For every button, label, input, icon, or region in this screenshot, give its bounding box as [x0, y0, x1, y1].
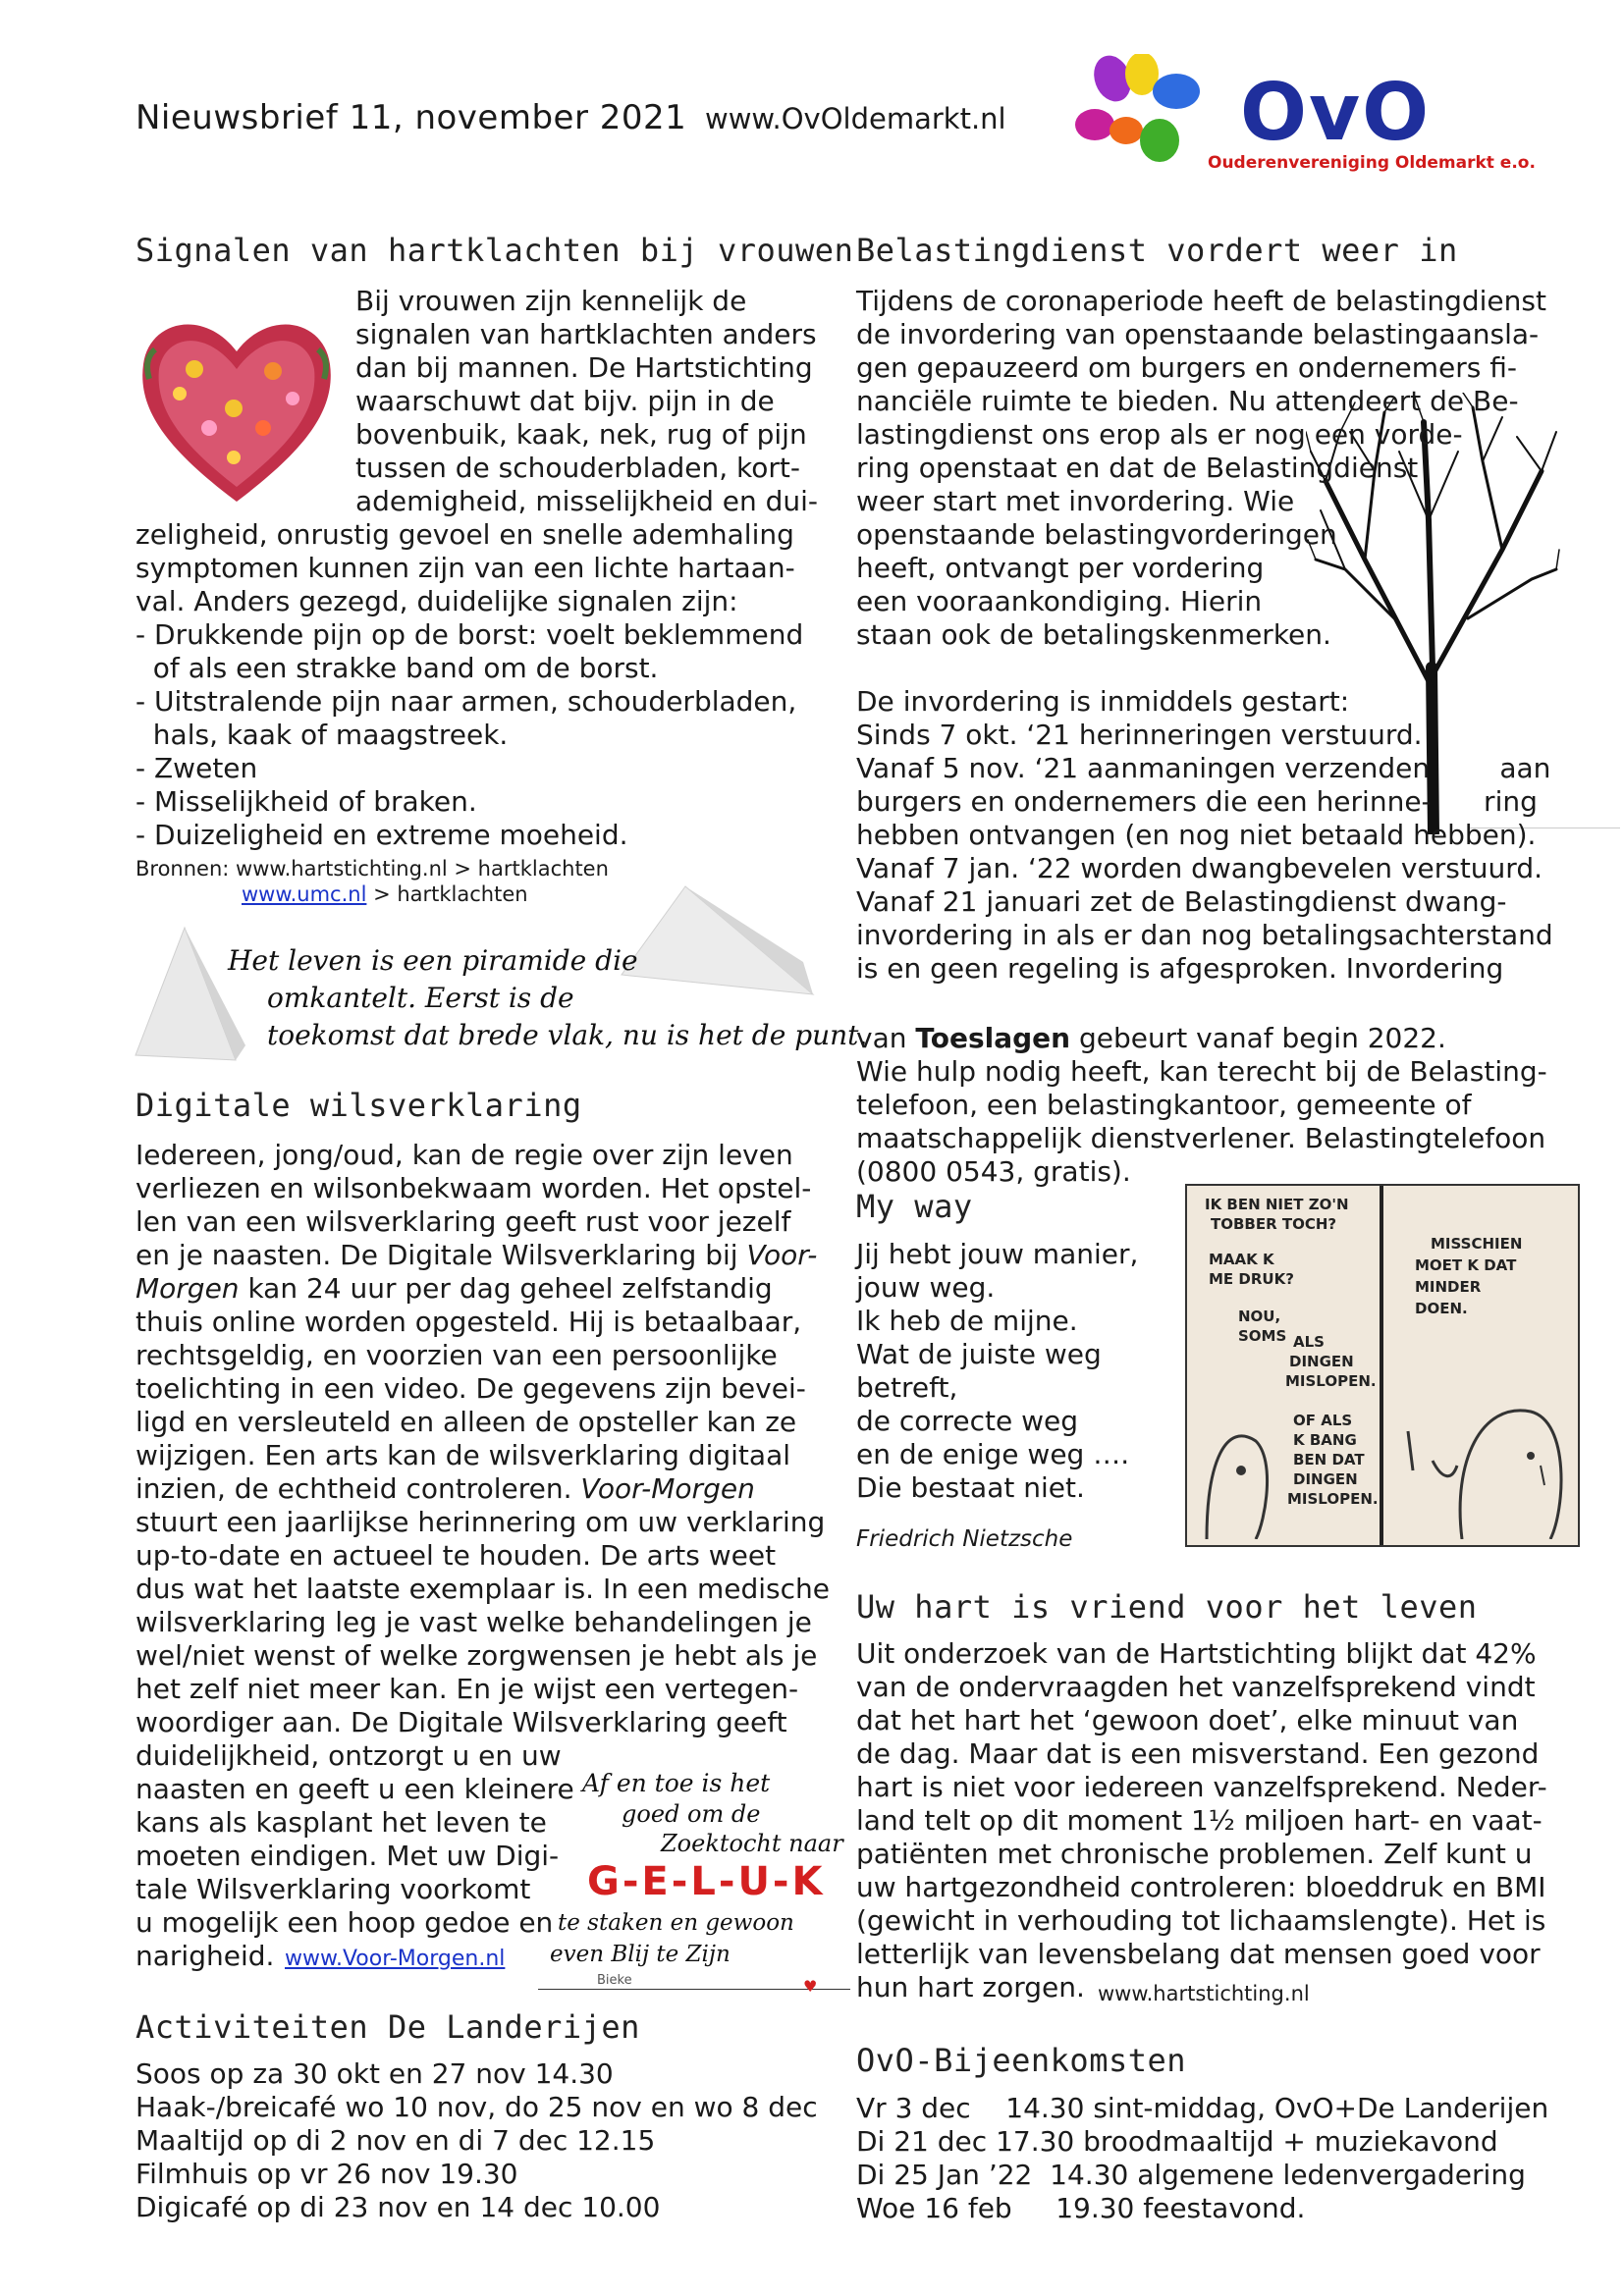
text-line: of als een strakke band om de borst.	[135, 652, 659, 684]
activity-item: Filmhuis op vr 26 nov 19.30	[135, 2158, 518, 2190]
cartoon-text: ME DRUK?	[1209, 1270, 1294, 1288]
poem-line: de correcte weg	[856, 1405, 1078, 1437]
text-line: nanciële ruimte te bieden. Nu attendeert de Be-	[856, 385, 1519, 417]
text-line: - Uitstralende pijn naar armen, schouderbladen,	[135, 685, 797, 718]
text-line: signalen van hartklachten anders	[355, 318, 817, 350]
website-url[interactable]: www.OvOldemarkt.nl	[705, 102, 1006, 135]
poem-author: Friedrich Nietzsche	[856, 1526, 1073, 1552]
text-line: val. Anders gezegd, duidelijke signalen zijn:	[135, 585, 738, 617]
text-line: wijzigen. Een arts kan de wilsverklaring digitaal	[135, 1439, 791, 1471]
text-line: hals, kaak of maagstreek.	[135, 719, 509, 751]
cartoon-text: DINGEN	[1293, 1470, 1358, 1488]
text-line: rechtsgeldig, en voorzien van een persoonlijke	[135, 1339, 778, 1371]
text-line: symptomen kunnen zijn van een lichte hartaan-	[135, 552, 795, 584]
cartoon-text: MISSCHIEN	[1431, 1235, 1523, 1253]
heading-belastingdienst: Belastingdienst vordert weer in	[856, 232, 1458, 269]
text-line: toelichting in een video. De gegevens zijn bevei-	[135, 1372, 806, 1405]
activity-item: Soos op za 30 okt en 27 nov 14.30	[135, 2057, 614, 2090]
text-line: weer start met invordering. Wie	[856, 485, 1295, 517]
logo-text: OvO	[1240, 67, 1432, 158]
source-hartstichting-2: www.hartstichting.nl	[1098, 1982, 1310, 2005]
text-line: Sinds 7 okt. ‘21 herinneringen verstuurd.	[856, 719, 1423, 751]
geluk-line: Af en toe is het	[582, 1769, 771, 1797]
cartoon-text: OF ALS	[1293, 1412, 1353, 1429]
source-umc	[242, 881, 528, 907]
cartoon-text: DINGEN	[1289, 1353, 1354, 1370]
text-line: maatschappelijk dienstverlener. Belastingtelefoon	[856, 1122, 1546, 1154]
text-line: land telt op dit moment 1½ miljoen hart- en vaat-	[856, 1804, 1543, 1837]
toeslagen-bold: Toeslagen	[915, 1022, 1071, 1054]
text-line: - Drukkende pijn op de borst: voelt beklemmend	[135, 618, 804, 651]
text-line: een vooraankondiging. Hierin	[856, 585, 1263, 617]
umc-link[interactable]: www.umc.nl	[242, 882, 367, 906]
activity-item: Maaltijd op di 2 nov en di 7 dec 12.15	[135, 2124, 656, 2157]
cartoon-text: K BANG	[1293, 1431, 1357, 1449]
heading-uw-hart: Uw hart is vriend voor het leven	[856, 1588, 1478, 1626]
meeting-item: Di 21 dec 17.30 broodmaaltijd + muziekavond	[856, 2125, 1498, 2158]
source-hartstichting: Bronnen: www.hartstichting.nl > hartklachten	[135, 857, 609, 881]
text-line: narigheid.	[135, 1940, 284, 1972]
geluk-line: goed om de	[622, 1800, 761, 1828]
text-line: bovenbuik, kaak, nek, rug of pijn	[355, 418, 807, 451]
newsletter-title: Nieuwsbrief 11, november 2021	[135, 98, 687, 137]
text-line: dus wat het laatste exemplaar is. In een medische	[135, 1573, 830, 1605]
cartoon-text: SOMS	[1238, 1327, 1287, 1345]
text-line: ademigheid, misselijkheid en dui-	[355, 485, 819, 517]
text-line: uw hartgezondheid controleren: bloeddruk en BMI	[856, 1871, 1546, 1903]
text-line: letterlijk van levensbelang dat mensen goed voor	[856, 1938, 1541, 1970]
cartoon-text: MAAK K	[1209, 1251, 1274, 1268]
text-line: burgers en ondernemers die een herinne- ring	[856, 785, 1538, 818]
text-line: en je naasten. De Digitale Wilsverklaring bij Voor-	[135, 1239, 818, 1271]
cartoon-text: MISLOPEN.	[1285, 1372, 1377, 1390]
text-line: - Zweten	[135, 752, 258, 784]
text-line: openstaande belastingvorderingen	[856, 518, 1337, 551]
logo-subtitle: Ouderenvereniging Oldemarkt e.o.	[1208, 153, 1536, 173]
text-line: telefoon, een belastingkantoor, gemeente of	[856, 1089, 1472, 1121]
poem-line: Jij hebt jouw manier,	[856, 1238, 1139, 1270]
cartoon-text: IK BEN NIET ZO'N	[1205, 1196, 1349, 1213]
voor-morgen-link[interactable]: www.Voor-Morgen.nl	[285, 1947, 506, 1971]
text-line: duidelijkheid, ontzorgt u en uw	[135, 1739, 562, 1772]
logo-balloons-icon	[1065, 54, 1222, 172]
pyramid-quote-line1: Het leven is een piramide die	[228, 944, 638, 977]
heading-my-way: My way	[856, 1188, 973, 1225]
heading-wilsverklaring: Digitale wilsverklaring	[135, 1087, 582, 1124]
text-line: Wie hulp nodig heeft, kan terecht bij de Belasting-	[856, 1055, 1547, 1088]
cartoon-text: MOET K DAT	[1415, 1256, 1517, 1274]
poem-line: en de enige weg ….	[856, 1438, 1130, 1470]
flower-heart-image	[135, 300, 338, 511]
cartoon-text: DOEN.	[1415, 1300, 1468, 1317]
activity-item: Haak-/breicafé wo 10 nov, do 25 nov en wo 8 dec	[135, 2091, 818, 2123]
text-line: ring openstaat en dat de Belastingdienst	[856, 452, 1419, 484]
cartoon-text: BEN DAT	[1293, 1451, 1365, 1468]
text-line: tussen de schouderbladen, kort-	[355, 452, 800, 484]
poem-line: jouw weg.	[856, 1271, 996, 1304]
text-line: Bij vrouwen zijn kennelijk de	[355, 285, 747, 317]
poem-line: Ik heb de mijne.	[856, 1305, 1078, 1337]
text-line: hart is niet voor iedereen vanzelfsprekend. Neder-	[856, 1771, 1547, 1803]
text-line: gen gepauzeerd om burgers en ondernemers fi-	[856, 351, 1517, 384]
geluk-line: te staken en gewoon	[558, 1910, 794, 1936]
text-line: is en geen regeling is afgesproken. Invordering	[856, 952, 1504, 985]
pyramid-right-image	[617, 881, 818, 1019]
text-line: de dag. Maar dat is een misverstand. Een gezond	[856, 1737, 1540, 1770]
source-umc-rest: > hartklachten	[366, 882, 528, 906]
text-line: moeten eindigen. Met uw Digi-	[135, 1840, 560, 1872]
text-line: Vanaf 21 januari zet de Belastingdienst dwang-	[856, 885, 1507, 918]
text-line: (0800 0543, gratis).	[856, 1155, 1131, 1188]
text-line: dat het hart het ‘gewoon doet’, elke minuut van	[856, 1704, 1519, 1736]
geluk-word: G-E-L-U-K	[587, 1859, 826, 1904]
geluk-handwritten-image	[538, 1767, 850, 1996]
text-line: staan ook de betalingskenmerken.	[856, 618, 1331, 651]
meeting-item: Di 25 Jan ’22 14.30 algemene ledenvergadering	[856, 2159, 1526, 2191]
text-line: hun hart zorgen.	[856, 1971, 1094, 2003]
pyramid-quote-line2: omkantelt. Eerst is de	[267, 982, 574, 1014]
text-line: - Misselijkheid of braken.	[135, 785, 477, 818]
text-line: - Duizeligheid en extreme moeheid.	[135, 819, 628, 851]
cartoon-text: MINDER	[1415, 1278, 1482, 1296]
text-line: van de ondervraagden het vanzelfsprekend vindt	[856, 1671, 1536, 1703]
text-line: Vanaf 5 nov. ‘21 aanmaningen verzenden aan	[856, 752, 1551, 784]
text-line: verliezen en wilsonbekwaam worden. Het opstel-	[135, 1172, 812, 1204]
activity-item: Digicafé op di 23 nov en 14 dec 10.00	[135, 2191, 661, 2223]
text-line: wel/niet wenst of welke zorgwensen je hebt als je	[135, 1639, 818, 1672]
meeting-item: Vr 3 dec 14.30 sint-middag, OvO+De Landerijen	[856, 2092, 1549, 2124]
toeslagen-line	[856, 1022, 1446, 1055]
meeting-item: Woe 16 feb 19.30 feestavond.	[856, 2192, 1306, 2224]
text-line: Morgen kan 24 uur per dag geheel zelfstandig	[135, 1272, 773, 1305]
text-line: het zelf niet meer kan. En je wijst een vertegen-	[135, 1673, 799, 1705]
text-line: invordering in als er dan nog betalingsachterstand	[856, 919, 1553, 951]
toeslagen-pre: van	[856, 1022, 916, 1054]
cartoon-text: MISLOPEN.	[1287, 1490, 1379, 1508]
text-line: thuis online worden opgesteld. Hij is betaalbaar,	[135, 1306, 802, 1338]
text-line: u mogelijk een hoop gedoe en	[135, 1906, 554, 1939]
cartoon-text: ALS	[1293, 1333, 1325, 1351]
text-line: waarschuwt dat bijv. pijn in de	[355, 385, 775, 417]
heading-landerijen: Activiteiten De Landerijen	[135, 2008, 640, 2046]
geluk-signature: Bieke	[597, 1973, 632, 1988]
text-line: naasten en geeft u een kleinere	[135, 1773, 574, 1805]
cartoon-text: TOBBER TOCH?	[1211, 1215, 1337, 1233]
text-line: De invordering is inmiddels gestart:	[856, 685, 1350, 718]
cartoon-text: NOU,	[1238, 1308, 1281, 1325]
text-line: wilsverklaring leg je vast welke behandelingen je	[135, 1606, 812, 1638]
toeslagen-post: gebeurt vanaf begin 2022.	[1070, 1022, 1446, 1054]
text-line: Tijdens de coronaperiode heeft de belastingdienst	[856, 285, 1546, 317]
text-line: (gewicht in verhouding tot lichaamslengte). Het is	[856, 1904, 1546, 1937]
text-line: hebben ontvangen (en nog niet betaald hebben).	[856, 819, 1537, 851]
text-line: tale Wilsverklaring voorkomt	[135, 1873, 531, 1905]
heart-icon: ♥	[803, 1977, 818, 1996]
heading-hartklachten: Signalen van hartklachten bij vrouwen	[135, 232, 854, 269]
poem-line: Die bestaat niet.	[856, 1471, 1085, 1504]
poem-line: Wat de juiste weg	[856, 1338, 1102, 1370]
text-line: patiënten met chronische problemen. Zelf kunt u	[856, 1838, 1533, 1870]
text-line: de invordering van openstaande belastingaansla-	[856, 318, 1540, 350]
text-line: Uit onderzoek van de Hartstichting blijkt dat 42%	[856, 1637, 1537, 1670]
text-line: len van een wilsverklaring geeft rust voor jezelf	[135, 1205, 791, 1238]
text-line: lastingdienst ons erop als er nog een vorde-	[856, 418, 1463, 451]
text-line: up-to-date en actueel te houden. De arts weet	[135, 1539, 777, 1572]
text-line: kans als kasplant het leven te	[135, 1806, 547, 1839]
text-line: ligd en versleuteld en alleen de opsteller kan ze	[135, 1406, 797, 1438]
text-line: inzien, de echtheid controleren. Voor-Morgen	[135, 1472, 755, 1505]
text-line: Iedereen, jong/oud, kan de regie over zijn leven	[135, 1139, 793, 1171]
heading-bijeenkomsten: OvO-Bijeenkomsten	[856, 2042, 1187, 2079]
geluk-line: even Blij te Zijn	[550, 1942, 731, 1967]
text-line: stuurt een jaarlijkse herinnering om uw verklaring	[135, 1506, 826, 1538]
text-line: Vanaf 7 jan. ‘22 worden dwangbevelen verstuurd.	[856, 852, 1543, 884]
comic-cartoon-image	[1185, 1184, 1580, 1547]
text-line: woordiger aan. De Digitale Wilsverklaring geeft	[135, 1706, 787, 1738]
text-line: heeft, ontvangt per vordering	[856, 552, 1265, 584]
text-line: zeligheid, onrustig gevoel en snelle ademhaling	[135, 518, 794, 551]
text-line: dan bij mannen. De Hartstichting	[355, 351, 813, 384]
pyramid-quote-line3: toekomst dat brede vlak, nu is het de punt.	[267, 1019, 868, 1051]
poem-line: betreft,	[856, 1371, 958, 1404]
geluk-line: Zoektocht naar	[661, 1830, 843, 1857]
